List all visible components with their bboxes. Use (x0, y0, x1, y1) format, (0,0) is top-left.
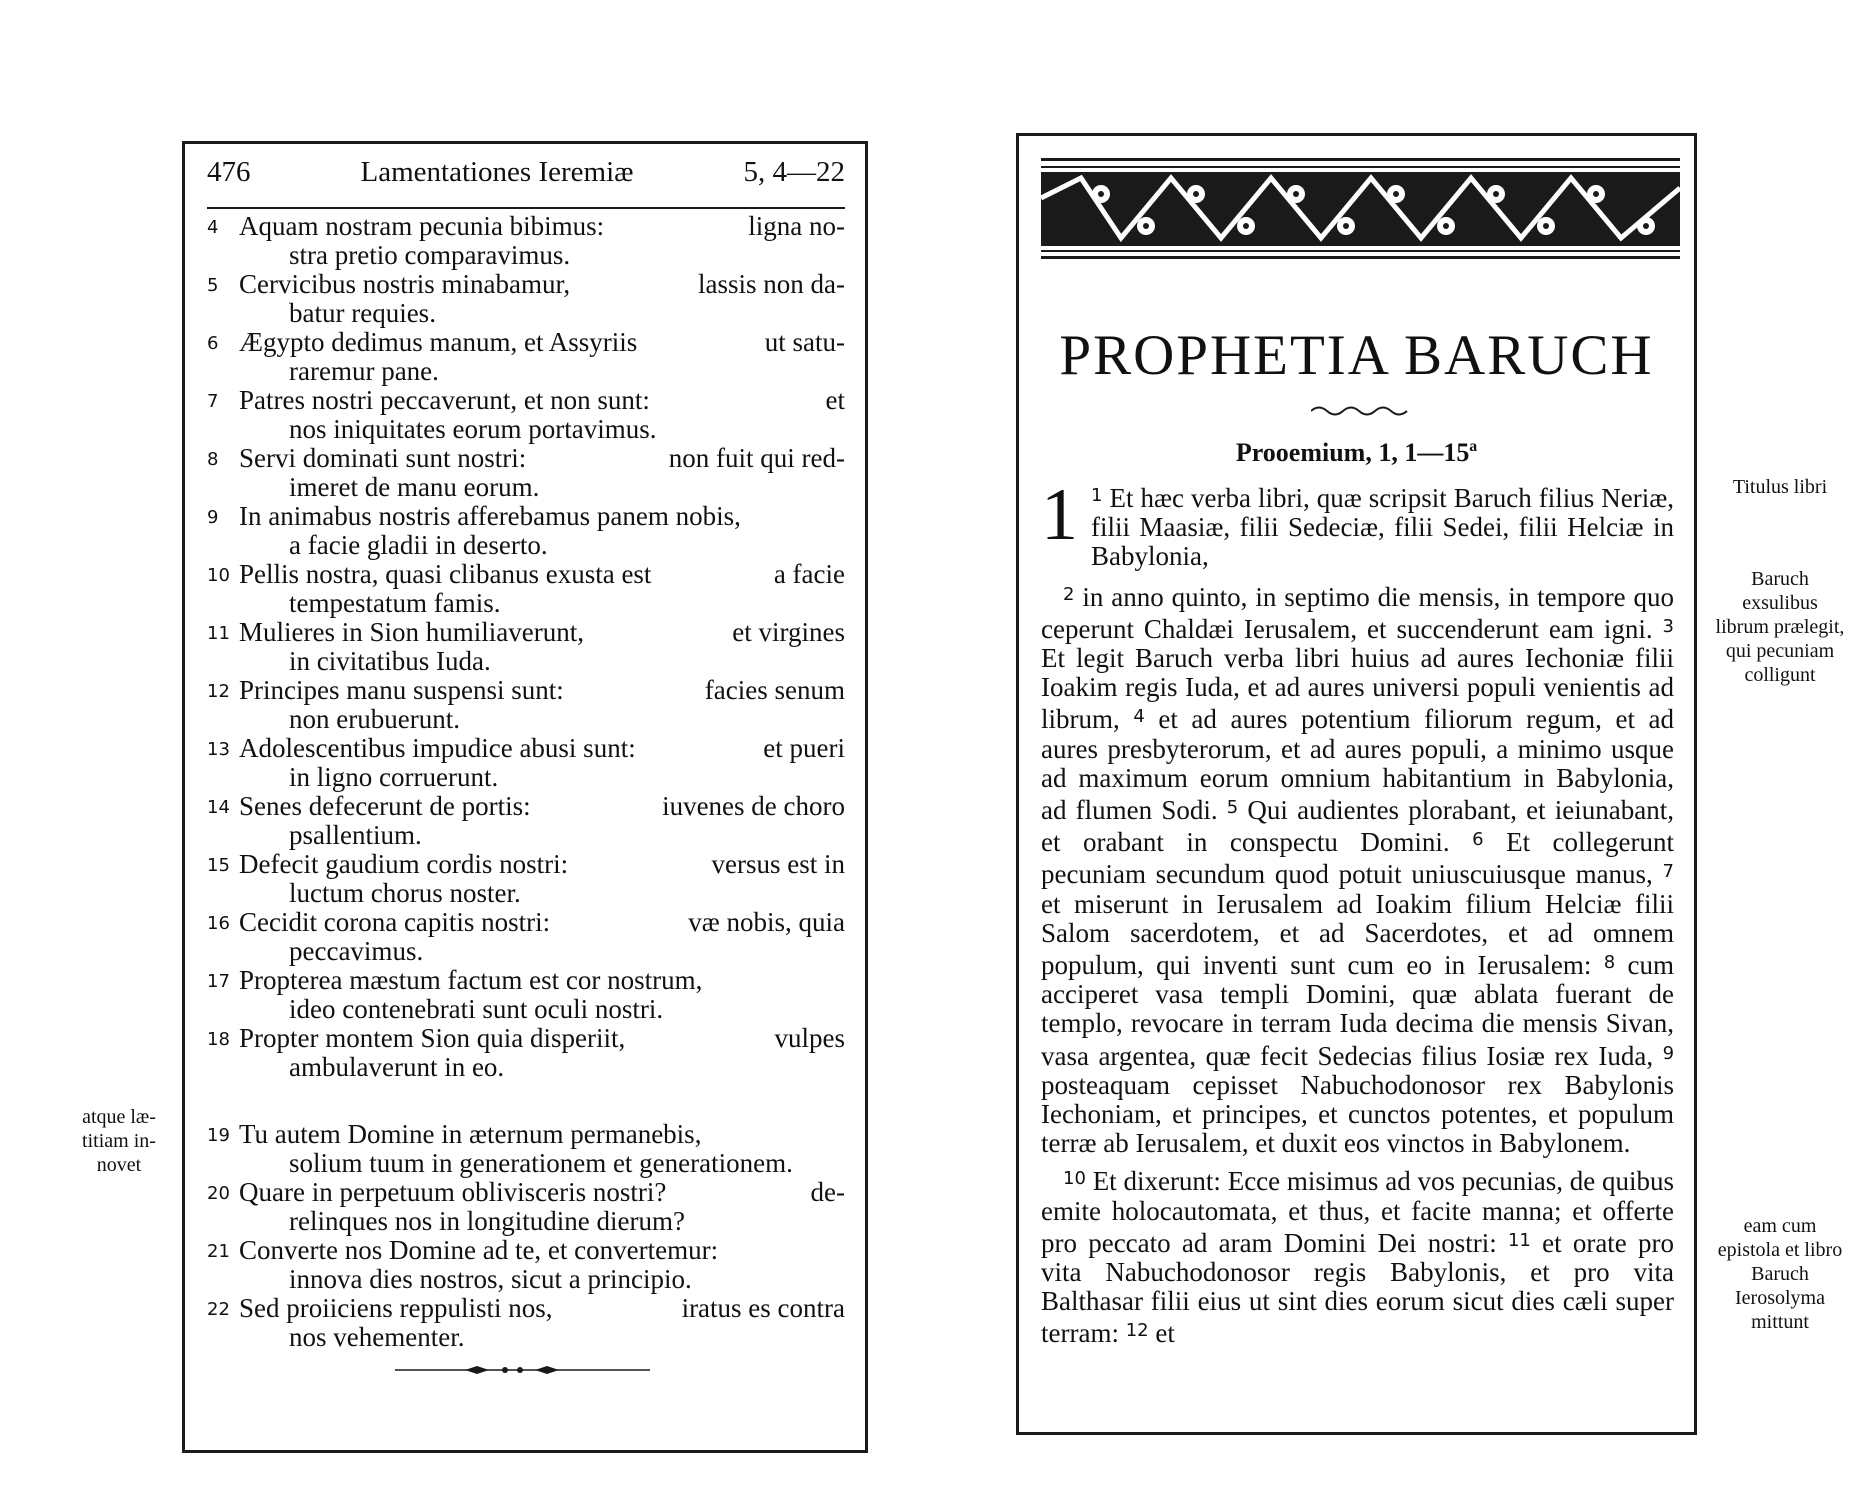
verse-number: 4 (207, 217, 219, 238)
verse-number: 19 (207, 1125, 230, 1146)
verse-line-first-half: In animabus nostris afferebamus panem nobis, (239, 501, 741, 531)
section-subtitle: Prooemium, 1, 1—15ª (1235, 438, 1478, 467)
verse-line-second-half: versus est in (711, 849, 845, 879)
title-flourish (1311, 404, 1411, 418)
verse-continuation: stra pretio comparavimus. (289, 240, 571, 270)
verse (207, 850, 845, 908)
verse (207, 966, 845, 1024)
verse-line-first-half: Tu autem Domine in æternum permanebis, (239, 1119, 702, 1149)
verse (207, 1294, 845, 1352)
verse-number: 11 (207, 623, 230, 644)
verse-number: 8 (207, 449, 219, 470)
verse-line-second-half: a facie (773, 559, 845, 589)
running-head (207, 154, 845, 190)
verse-number: 12 (207, 681, 230, 702)
chapter-drop-cap: 1 (1041, 474, 1078, 556)
verse (207, 386, 845, 444)
verse-number: 20 (207, 1183, 230, 1204)
verse-line-second-half: væ nobis, quia (688, 907, 845, 937)
verse-continuation: ambulaverunt in eo. (289, 1052, 505, 1082)
verse-line-first-half: Propter montem Sion quia disperiit, (239, 1023, 626, 1053)
verse (207, 734, 845, 792)
verse-number: 21 (207, 1241, 230, 1262)
verse-line-first-half: Aquam nostram pecunia bibimus: (239, 211, 605, 241)
verse-continuation: a facie gladii in deserto. (289, 530, 548, 560)
verse-continuation: nos iniquitates eorum portavimus. (289, 414, 657, 444)
verse-list (207, 212, 845, 1082)
verse (207, 618, 845, 676)
margin-note-baruch: Baruch exsulibus librum prælegit, qui pecuniam colligunt (1715, 568, 1845, 686)
verse-line-second-half: non fuit qui red- (668, 443, 845, 473)
verse (207, 328, 845, 386)
verse-line-second-half: lassis non da- (698, 269, 845, 299)
end-ornament (395, 1363, 650, 1377)
verse-line-first-half: Quare in perpetuum oblivisceris nostri? (239, 1177, 667, 1207)
verse-continuation: imeret de manu eorum. (289, 472, 540, 502)
verse-continuation: batur requies. (289, 298, 436, 328)
verse-line-first-half: Servi dominati sunt nostri: (239, 443, 527, 473)
verse-line-first-half: Sed proiiciens reppulisti nos, (239, 1293, 553, 1323)
paragraph-1: $^1$ Et hæc verba libri, quæ scripsit Baruch filius Neriæ, filii Maasiæ, filii Sedeciæ, filii Sedei, filii Helciæ in Babylonia, (1091, 483, 1674, 572)
verse-line-first-half: Ægypto dedimus manum, et Assyriis (239, 327, 638, 357)
running-title: Lamentationes Ieremiæ (360, 155, 634, 188)
verse-continuation: luctum chorus noster. (289, 878, 521, 908)
margin-note-titulus: Titulus libri (1732, 476, 1828, 498)
margin-note-left: atque læ-titiam in-novet (82, 1106, 156, 1176)
verse-line-first-half: Propterea mæstum factum est cor nostrum, (239, 965, 703, 995)
verse-number: 6 (207, 333, 219, 354)
verse-continuation: ideo contenebrati sunt oculi nostri. (289, 994, 664, 1024)
left-page (182, 141, 868, 1453)
verse-number: 15 (207, 855, 230, 876)
verse-line-second-half: iratus es contra (681, 1293, 845, 1323)
verse-number: 16 (207, 913, 230, 934)
verse-line-first-half: Defecit gaudium cordis nostri: (239, 849, 569, 879)
margin-note-eam: eam cum epistola et libro Baruch Ierosolyma mittunt (1717, 1215, 1843, 1333)
verse-continuation: innova dies nostros, sicut a principio. (289, 1264, 692, 1294)
verse-continuation: in ligno corruerunt. (289, 762, 499, 792)
verse (207, 270, 845, 328)
verse-continuation: relinques nos in longitudine dierum? (289, 1206, 685, 1236)
page-number: 476 (207, 155, 251, 188)
verse-line-second-half: et (825, 385, 845, 415)
verse-number: 17 (207, 971, 230, 992)
verse-line-second-half: iuvenes de choro (662, 791, 845, 821)
verse-continuation: peccavimus. (289, 936, 424, 966)
verse-continuation: in civitatibus Iuda. (289, 646, 491, 676)
verse-line-second-half: vulpes (774, 1023, 845, 1053)
verse-line-second-half: ut satu- (764, 327, 845, 357)
verse-number: 14 (207, 797, 230, 818)
verse (207, 908, 845, 966)
verse-line-first-half: Senes defecerunt de portis: (239, 791, 531, 821)
body-text (1041, 481, 1674, 1355)
verse (207, 1120, 845, 1178)
verse-number: 9 (207, 507, 219, 528)
verse (207, 560, 845, 618)
chapter-ref: 5, 4—22 (743, 155, 845, 188)
book-title: PROPHETIA BARUCH (1059, 324, 1654, 387)
verse-continuation: solium tuum in generationem et generationem. (289, 1148, 793, 1178)
verse-line-second-half: et pueri (763, 733, 845, 763)
verse-list-continued (207, 1120, 845, 1352)
verse-number: 10 (207, 565, 230, 586)
verse-line-first-half: Mulieres in Sion humiliaverunt, (239, 617, 584, 647)
verse (207, 212, 845, 270)
verse-line-first-half: Converte nos Domine ad te, et convertemur: (239, 1235, 719, 1265)
verse (207, 444, 845, 502)
verse-continuation: raremur pane. (289, 356, 439, 386)
verse-line-first-half: Pellis nostra, quasi clibanus exusta est (239, 559, 652, 589)
verse (207, 1178, 845, 1236)
verse-number: 7 (207, 391, 219, 412)
right-page (1016, 133, 1697, 1435)
head-rule (207, 207, 845, 209)
verse-number: 5 (207, 275, 219, 296)
verse-line-first-half: Cervicibus nostris minabamur, (239, 269, 571, 299)
verse-line-first-half: Patres nostri peccaverunt, et non sunt: (239, 385, 650, 415)
verse-number: 22 (207, 1299, 230, 1320)
verse-continuation: psallentium. (289, 820, 422, 850)
verse-line-first-half: Adolescentibus impudice abusi sunt: (239, 733, 636, 763)
paragraph-2: $^2$ in anno quinto, in septimo die mensis, in tempore quo ceperunt Chaldæi Ierusalem, et succenderunt eam igni. $^3$ Et legit Baruch verba libri huius ad aures Iechoniæ filii Ioakim regis Iuda, et ad aures universi populi venientis ad librum, $^4$ et ad aures potentium filiorum regum, et ad aures presbyterorum, et ad aures populi, a minimo usque ad maximum eorum omnium habitantium in Babylonia, ad flumen Sodi. $^5$ Qui audientes plorabant, et ieiunabant, et orabant in conspectu Domini. $^6$ Et collegerunt pecuniam secundum quod potuit uniuscuiusque manus, $^7$ et miserunt in Ierusalem ad Ioakim filium Helciæ filii Salom sacerdotem, et ad Sacerdotes, et ad omnem populum, qui inventi sunt cum eo in Ierusalem: $^8$ cum acciperet vasa templi Domini, quæ ablata fuerant de templo, revocare in terram Iuda decima die mensis Sivan, vasa argentea, quæ fecit Sedecias filius Iosiæ rex Iuda, $^9$ posteaquam cepisset Nabuchodonosor rex Babylonis Iechoniam, et principes, et cunctos potentes, et populum terræ ab Ierusalem, et duxit eos vinctos in Babylonem. (1041, 581, 1675, 1159)
verse-line-second-half: et virgines (732, 617, 845, 647)
verse (207, 502, 845, 560)
verse-line-first-half: Cecidit corona capitis nostri: (239, 907, 551, 937)
verse (207, 792, 845, 850)
verse (207, 1236, 845, 1294)
verse-continuation: tempestatum famis. (289, 588, 501, 618)
verse-line-second-half: de- (810, 1177, 845, 1207)
verse-continuation: non erubuerunt. (289, 704, 460, 734)
verse-number: 13 (207, 739, 230, 760)
verse (207, 676, 845, 734)
verse-number: 18 (207, 1029, 230, 1050)
decorative-header-band (1041, 158, 1680, 268)
verse (207, 1024, 845, 1082)
verse-line-first-half: Principes manu suspensi sunt: (239, 675, 564, 705)
paragraph-3: $^{10}$ Et dixerunt: Ecce misimus ad vos pecunias, de quibus emite holocautomata, et thus, et facite manna; et offerte pro peccato ad aram Domini Dei nostri: $^{11}$ et orate pro vita Nabuchodonosor regis Babylonis, et pro vita Balthasar filii eius ut sint dies eorum sicut dies cæli super terram: $^{12}$ et (1041, 1166, 1675, 1349)
verse-line-second-half: facies senum (704, 675, 845, 705)
verse-continuation: nos vehementer. (289, 1322, 465, 1352)
verse-line-second-half: ligna no- (748, 211, 845, 241)
